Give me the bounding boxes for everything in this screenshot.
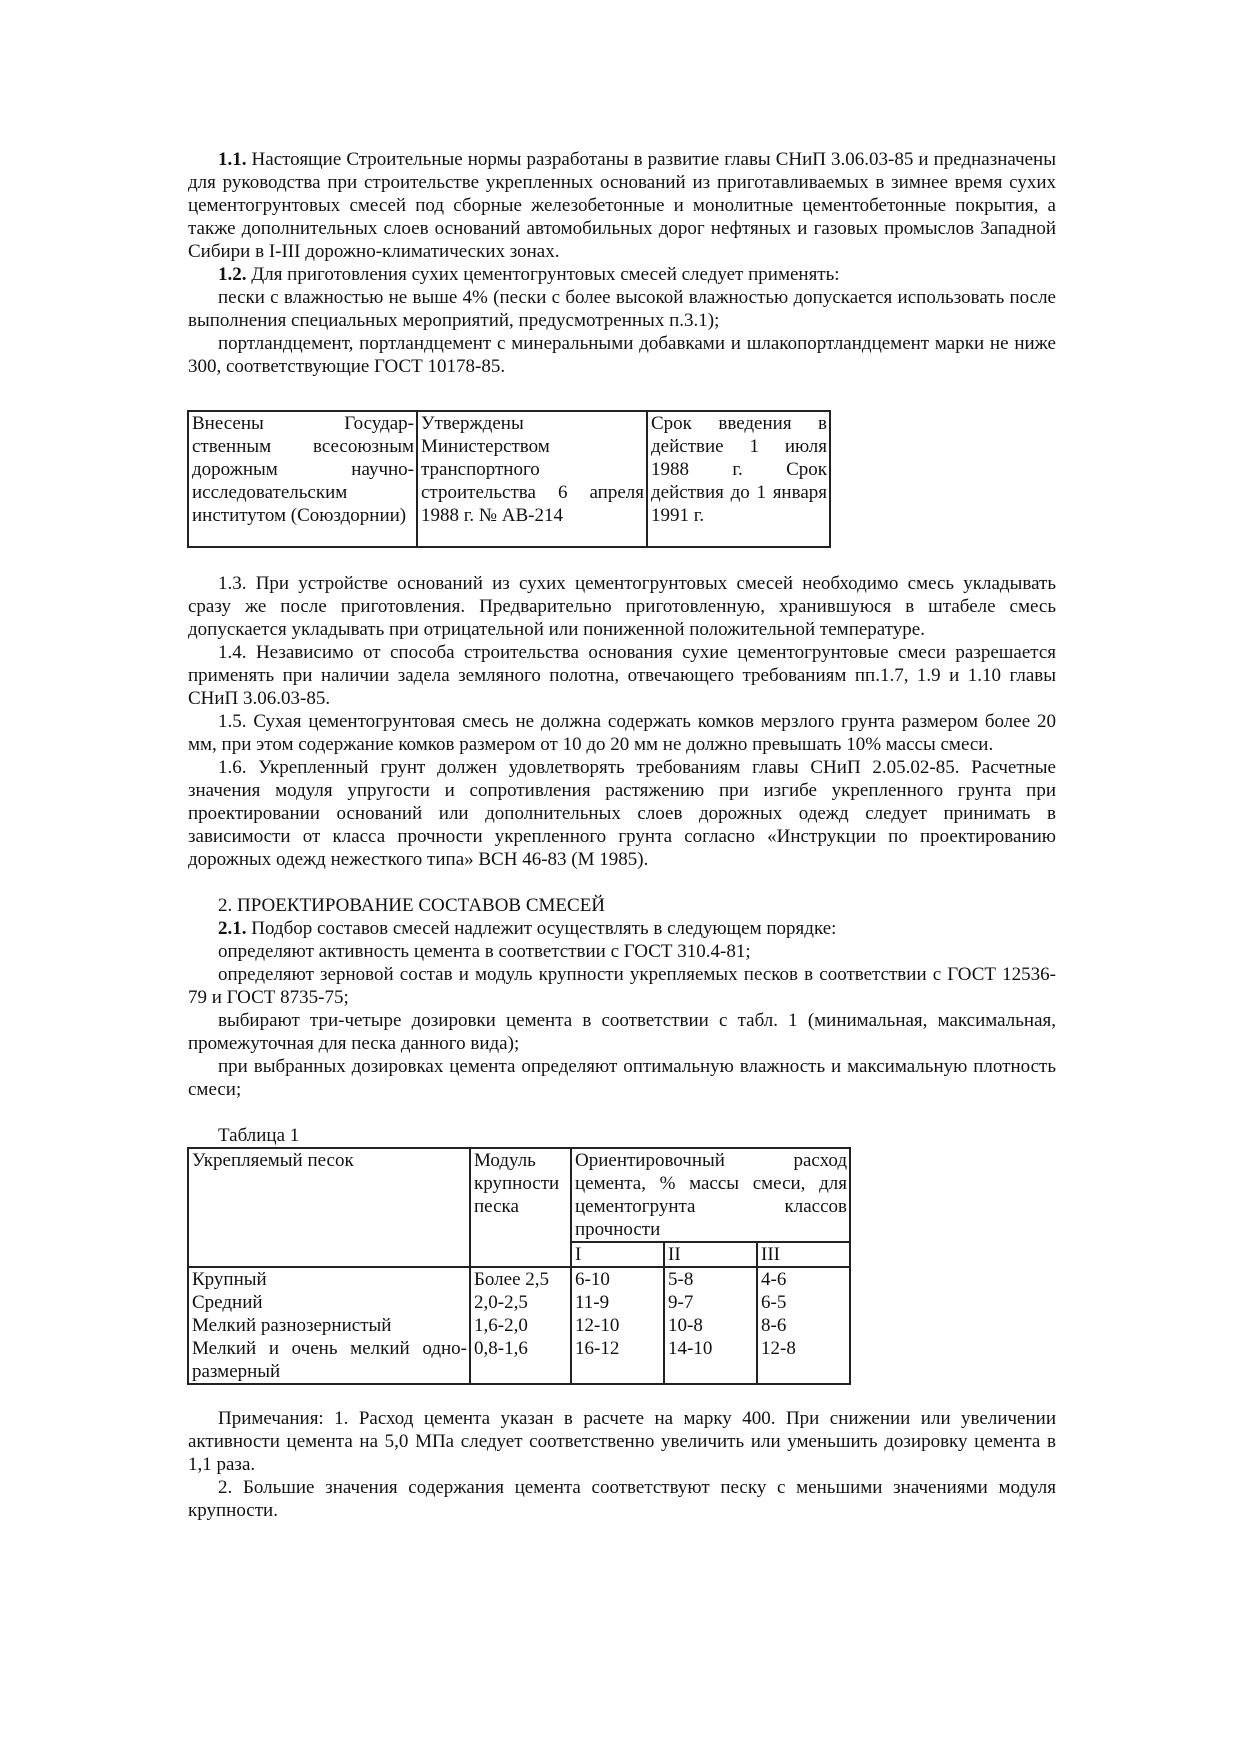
paragraph-1-5: 1.5. Сухая цементогрунтовая смесь не должна содержать комков мерзлого грунта размером более 20 мм, при этом содержание комков размером от 10 до 20 мм не должно превышать 10% массы смеси. <box>188 711 1056 755</box>
table-row-class-1: 12-10 <box>575 1315 620 1336</box>
list-item: определяют активность цемента в соответствии с ГОСТ 310.4-81; <box>218 941 751 962</box>
table-body <box>188 1267 850 1384</box>
list-item: определяют зерновой состав и модуль крупности укрепляемых песков в соответствии с ГОСТ 12536-79 и ГОСТ 8735-75; <box>188 964 1056 1008</box>
header-class-1: I <box>571 1242 664 1267</box>
cement-consumption-table <box>187 1147 851 1385</box>
table-row-modulus: 1,6-2,0 <box>474 1315 528 1336</box>
note-2: 2. Большие значения содержания цемента соответствуют песку с меньшими значениями модуля крупности. <box>188 1477 1056 1521</box>
table-row-class-1: 16-12 <box>575 1338 620 1359</box>
section-2-heading: 2. ПРОЕКТИРОВАНИЕ СОСТАВОВ СМЕСЕЙ <box>218 895 606 916</box>
paragraph-sands: пески с влажностью не выше 4% (пески с более высокой влажностью допускается использовать после выполнения специальных мероприятий, предусмотренных п.3.1); <box>188 287 1056 331</box>
table-row-sand: Мелкий и очень мелкий одно- <box>192 1338 467 1359</box>
list-item: выбирают три-четыре дозировки цемента в соответствии с табл. 1 (минимальная, максимальная, промежуточная для песка данного вида); <box>188 1010 1056 1054</box>
table-row-class-3: 6-5 <box>761 1292 787 1313</box>
paragraph-1-1: 1.1. Настоящие Строительные нормы разработаны в развитие главы СНиП 3.06.03-85 и предназначены для руководства при строительстве укрепленных оснований из приготавливаемых в зимнее время сухих цементогрунтовых смесей под сборные железобетонные и монолитные цементобетонные покрытия, а также дополнительных слоев оснований автомобильных дорог нефтяных и газовых промыслов Западной Сибири в I-III дорожно-климатических зонах. <box>188 149 1056 262</box>
note-1: Примечания: 1. Расход цемента указан в расчете на марку 400. При снижении или увеличении активности цемента на 5,0 МПа следует соответственно увеличить или уменьшить дозировку цемента в 1,1 раза. <box>188 1408 1056 1475</box>
table-row-class-3: 4-6 <box>761 1269 787 1290</box>
header-class-2: II <box>664 1242 757 1267</box>
paragraph-1-2: 1.2. Для приготовления сухих цементогрунтовых смесей следует применять: <box>218 264 840 285</box>
paragraph-1-6: 1.6. Укрепленный грунт должен удовлетворять требованиям главы СНиП 2.05.02-85. Расчетные значения модуля упругости и сопротивления растяжению при изгибе укрепленного грунта при проектировании оснований или дополнительных слоев дорожных одежд следует принимать в зависимости от класса прочности укрепленного грунта согласно «Инструкции по проектированию дорожных одежд нежесткого типа» ВСН 46-83 (М 1985). <box>188 757 1056 870</box>
table-row-modulus: Более 2,5 <box>474 1269 550 1290</box>
table-row-class-3: 8-6 <box>761 1315 787 1336</box>
clause-number: 2.1. <box>218 918 247 939</box>
paragraph-2-1: 2.1. Подбор составов смесей надлежит осуществлять в следующем порядке: <box>218 918 837 939</box>
header-modulus: Модуль крупности песка <box>470 1148 571 1267</box>
list-item: при выбранных дозировках цемента определяют оптимальную влажность и максимальную плотность смеси; <box>188 1056 1056 1100</box>
paragraph-1-4: 1.4. Независимо от способа строительства основания сухие цементогрунтовые смеси разрешается применять при наличии задела земляного полотна, отвечающего требованиям пп.1.7, 1.9 и 1.10 главы СНиП 3.06.03-85. <box>188 642 1056 709</box>
header-consumption: Ориентировочный расход цемента, % массы смеси, для цементогрунта классов прочности <box>571 1148 850 1242</box>
table-row-modulus: 2,0-2,5 <box>474 1292 528 1313</box>
paragraph-cement: портландцемент, портландцемент с минеральными добавками и шлакопортландцемент марки не ниже 300, соответствующие ГОСТ 10178-85. <box>188 333 1056 377</box>
table-row-sand: Мелкий разнозернистый <box>192 1315 392 1336</box>
validity-period-cell: Срок введения в действие 1 июля 1988 г. Срок действия до 1 января 1991 г. <box>647 411 830 547</box>
paragraph-1-3: 1.3. При устройстве оснований из сухих цементогрунтовых смесей необходимо смесь укладывать сразу же после приготовления. Предварительно приготовленную, хранившуюся в штабеле смесь допускается укладывать при отрицательной или пониженной положительной температуре. <box>188 573 1056 640</box>
table-caption: Таблица 1 <box>218 1125 300 1146</box>
table-row-class-2: 5-8 <box>668 1269 694 1290</box>
header-sand: Укрепляемый песок <box>188 1148 470 1267</box>
clause-number: 1.2. <box>218 264 247 285</box>
document-page <box>188 148 1056 1522</box>
table-row-class-3: 12-8 <box>761 1338 796 1359</box>
table-row-class-1: 11-9 <box>575 1292 610 1313</box>
header-class-3: III <box>757 1242 850 1267</box>
table-row-modulus: 0,8-1,6 <box>474 1338 528 1359</box>
table-row-class-2: 14-10 <box>668 1338 713 1359</box>
approved-by-cell: Утверждены Министерством транспортного строительства 6 апреля 1988 г. № АВ-214 <box>417 411 647 547</box>
table-row-class-1: 6-10 <box>575 1269 610 1290</box>
table-row-sand: Средний <box>192 1292 263 1313</box>
table-row-class-2: 10-8 <box>668 1315 703 1336</box>
clause-number: 1.1. <box>218 149 247 170</box>
submitted-by-cell: Внесены Государ-ственным всесоюзным дорожным научно-исследовательским институтом (Союздорнии) <box>188 411 417 547</box>
table-row-sand-cont: размерный <box>192 1361 281 1382</box>
approval-info-table <box>187 410 831 548</box>
table-row-class-2: 9-7 <box>668 1292 694 1313</box>
table-row-sand: Крупный <box>192 1269 267 1290</box>
